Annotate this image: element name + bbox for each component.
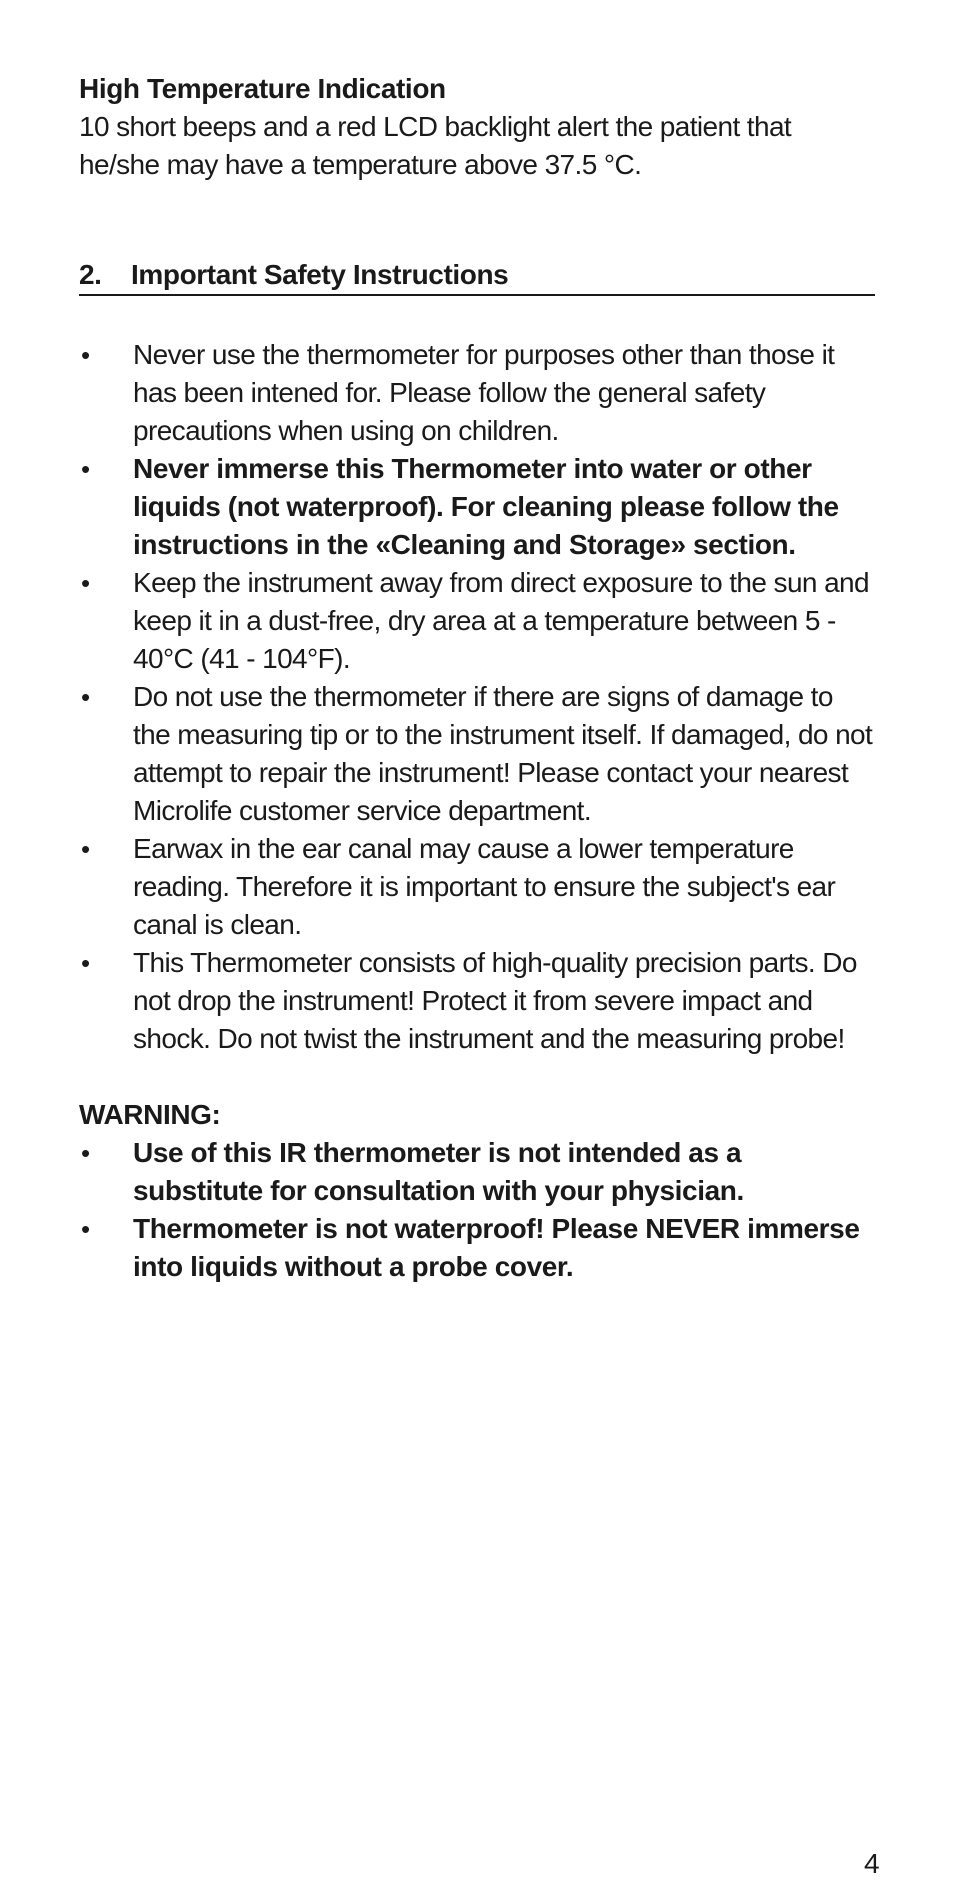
section-title: Important Safety Instructions: [131, 259, 509, 290]
list-item-text: Thermometer is not waterproof! Please NEVER immerse into liquids without a probe cover.: [133, 1213, 860, 1282]
warning-title: WARNING:: [79, 1099, 221, 1130]
list-item-text: Use of this IR thermometer is not intended as a substitute for consultation with your physician.: [133, 1137, 744, 1206]
list-item: [79, 1134, 875, 1210]
page-number: 4: [864, 1848, 880, 1879]
bullet-icon: •: [81, 340, 90, 370]
bullet-icon: •: [81, 1138, 90, 1168]
section-number: 2.: [79, 259, 102, 290]
high-temp-heading: High Temperature Indication: [79, 73, 446, 104]
safety-list: [79, 336, 875, 1058]
bullet-icon: •: [81, 1214, 90, 1244]
list-item: [79, 1210, 875, 1286]
section-heading: [79, 256, 875, 296]
bullet-icon: •: [81, 834, 90, 864]
bullet-icon: •: [81, 454, 90, 484]
bullet-icon: •: [81, 682, 90, 712]
page-content: [79, 70, 875, 1286]
list-item-text: Do not use the thermometer if there are signs of damage to the measuring tip or to the instrument itself. If damaged, do not attempt to repair the instrument! Please contact your nearest Microlife customer service department.: [133, 681, 873, 826]
bullet-icon: •: [81, 568, 90, 598]
list-item: [79, 678, 875, 830]
warning-list: [79, 1134, 875, 1286]
list-item-text: Earwax in the ear canal may cause a lower temperature reading. Therefore it is important to ensure the subject's ear canal is clean.: [133, 833, 836, 940]
list-item: [79, 830, 875, 944]
list-item: [79, 336, 875, 450]
list-item-text: Never immerse this Thermometer into water or other liquids (not waterproof). For cleaning please follow the instructions in the «Cleaning and Storage» section.: [133, 453, 839, 560]
list-item: [79, 450, 875, 564]
list-item-text: This Thermometer consists of high-quality precision parts. Do not drop the instrument! Protect it from severe impact and shock. Do not twist the instrument and the measuring probe!: [133, 947, 857, 1054]
high-temp-text: 10 short beeps and a red LCD backlight alert the patient that he/she may have a temperature above 37.5 °C.: [79, 111, 792, 180]
list-item: [79, 564, 875, 678]
list-item-text: Never use the thermometer for purposes other than those it has been intened for. Please follow the general safety precautions when using on children.: [133, 339, 835, 446]
list-item-text: Keep the instrument away from direct exposure to the sun and keep it in a dust-free, dry area at a temperature between 5 - 40°C (41 - 104°F).: [133, 567, 869, 674]
list-item: [79, 944, 875, 1058]
bullet-icon: •: [81, 948, 90, 978]
